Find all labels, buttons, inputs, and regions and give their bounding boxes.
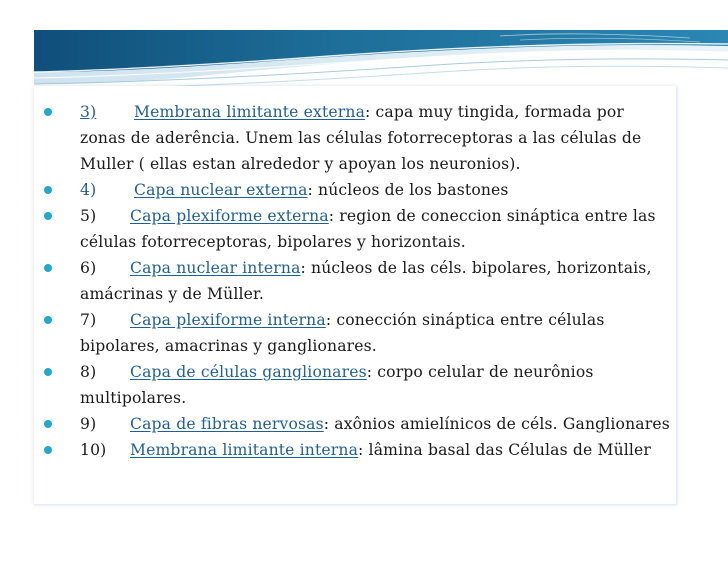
item-description: : conección sináptica entre células bipolares, amacrinas y ganglionares. [80,311,605,355]
item-description: : lâmina basal das Células de Müller [358,441,652,459]
bullet-icon [44,264,52,272]
bullet-icon [44,368,52,376]
item-description: : region de coneccion sináptica entre las células fotorreceptoras, bipolares y horizontais. [80,207,656,251]
term-link[interactable]: Membrana limitante interna [130,441,359,459]
bullet-icon [44,446,52,454]
item-description: : corpo celular de neurônios multipolares. [80,363,594,407]
item-number: 9) [80,415,97,433]
list-item [44,359,674,411]
term-link[interactable]: Membrana limitante externa [134,103,366,121]
term-link[interactable]: Capa plexiforme interna [130,311,326,329]
list-item [44,255,674,307]
item-number: 5) [80,207,97,225]
item-number: 10) [80,441,107,459]
item-number: 6) [80,259,97,277]
term-link[interactable]: Capa nuclear externa [134,181,308,199]
bullet-icon [44,420,52,428]
term-link[interactable]: Capa de fibras nervosas [130,415,324,433]
term-link[interactable]: Capa plexiforme externa [130,207,329,225]
list-item [44,177,674,203]
list-item [44,307,674,359]
bullet-icon [44,108,52,116]
item-description: : núcleos de los bastones [307,181,509,199]
item-description: : núcleos de las céls. bipolares, horizontais, amácrinas y de Müller. [80,259,652,303]
item-number[interactable]: 3) [80,103,97,121]
list-item [44,99,674,177]
item-number: 7) [80,311,97,329]
item-description: : capa muy tingida, formada por zonas de aderência. Unem las células fotorreceptoras a las células de Muller ( ellas estan alrededor y apoyan los neuronios). [80,103,642,173]
item-number: 4) [80,181,97,199]
term-link[interactable]: Capa nuclear interna [130,259,301,277]
bullet-icon [44,212,52,220]
term-link[interactable]: Capa de células ganglionares [130,363,367,381]
list-item [44,203,674,255]
item-description: : axônios amielínicos de céls. Ganglionares [323,415,670,433]
list-item [44,437,674,463]
bullet-list [44,99,674,463]
bullet-icon [44,186,52,194]
bullet-icon [44,316,52,324]
list-item [44,411,674,437]
item-number: 8) [80,363,97,381]
